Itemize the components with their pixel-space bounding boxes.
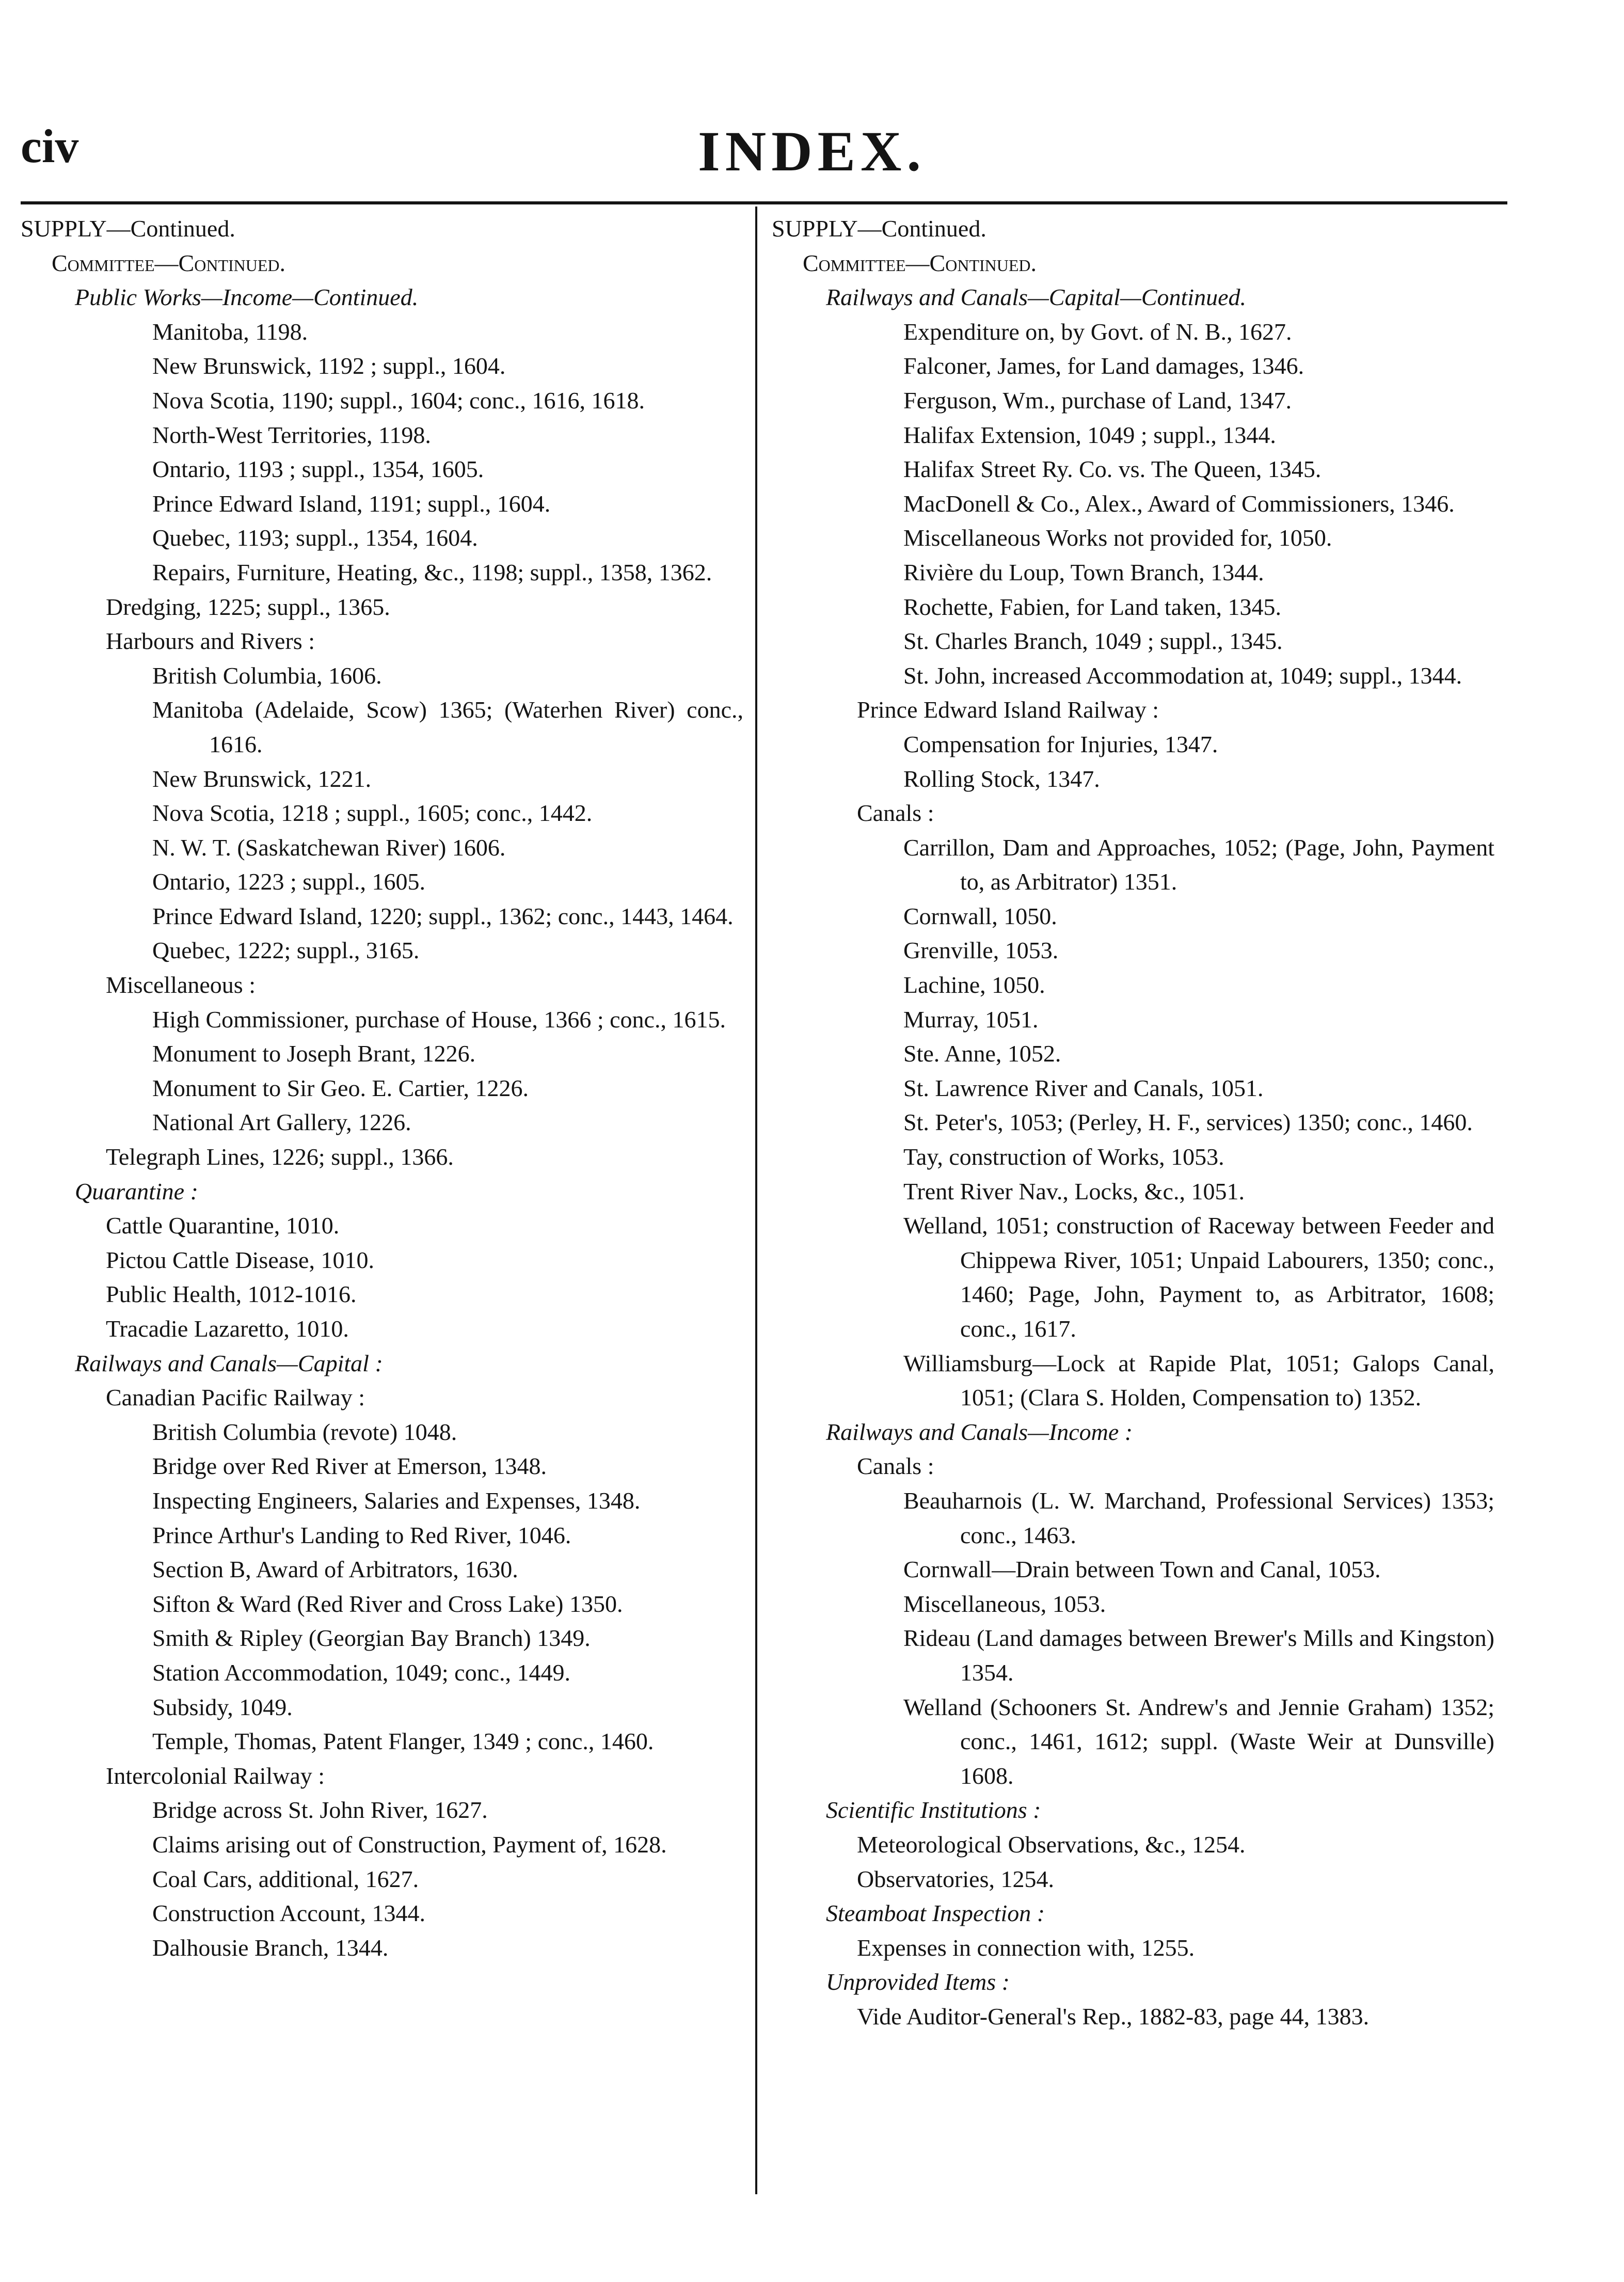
index-entry: N. W. T. (Saskatchewan River) 1606. xyxy=(152,834,506,861)
page-header xyxy=(21,119,1603,186)
index-entry: St. Charles Branch, 1049 ; suppl., 1345. xyxy=(903,628,1283,655)
index-entry: Dredging, 1225; suppl., 1365. xyxy=(106,593,390,620)
index-entry: Sifton & Ward (Red River and Cross Lake) 1350. xyxy=(152,1590,623,1617)
index-entry: New Brunswick, 1192 ; suppl., 1604. xyxy=(152,353,506,379)
header-rule xyxy=(21,201,1507,204)
index-entry: Cornwall, 1050. xyxy=(903,902,1057,929)
index-entry: National Art Gallery, 1226. xyxy=(152,1109,411,1136)
index-entry: Harbours and Rivers : xyxy=(106,628,315,655)
index-entry: Lachine, 1050. xyxy=(903,972,1045,999)
index-entry: Bridge over Red River at Emerson, 1348. xyxy=(152,1453,547,1480)
index-entry: Trent River Nav., Locks, &c., 1051. xyxy=(903,1178,1245,1205)
index-entry: Canadian Pacific Railway : xyxy=(106,1384,365,1411)
index-entry: Rochette, Fabien, for Land taken, 1345. xyxy=(903,593,1281,620)
index-entry: St. Peter's, 1053; (Perley, H. F., services) 1350; conc., 1460. xyxy=(903,1109,1473,1136)
index-entry: Quebec, 1222; suppl., 3165. xyxy=(152,937,420,964)
index-entry: Miscellaneous, 1053. xyxy=(903,1590,1106,1617)
index-entry: Claims arising out of Construction, Payment of, 1628. xyxy=(152,1831,667,1858)
index-entry: St. Lawrence River and Canals, 1051. xyxy=(903,1074,1264,1101)
index-entry: Ontario, 1193 ; suppl., 1354, 1605. xyxy=(152,456,484,483)
index-entry: High Commissioner, purchase of House, 1366 ; conc., 1615. xyxy=(152,1006,726,1033)
index-entry: Halifax Extension, 1049 ; suppl., 1344. xyxy=(903,421,1276,448)
index-entry: Welland (Schooners St. Andrew's and Jennie Graham) 1352; conc., 1461, 1612; suppl. (Waste Weir at Dunsville) 1608. xyxy=(903,1693,1494,1789)
index-column-left xyxy=(21,212,743,1965)
index-entry: Public Works—Income—Continued. xyxy=(75,284,419,311)
index-entry: SUPPLY—Continued. xyxy=(21,215,235,242)
index-entry: Pictou Cattle Disease, 1010. xyxy=(106,1246,374,1273)
index-entry: Rideau (Land damages between Brewer's Mills and Kingston) 1354. xyxy=(903,1625,1494,1686)
index-entry: Committee—Continued. xyxy=(52,249,286,276)
index-entry: Compensation for Injuries, 1347. xyxy=(903,731,1218,757)
index-entry: Rivière du Loup, Town Branch, 1344. xyxy=(903,559,1264,585)
index-entry: Prince Edward Island Railway : xyxy=(857,696,1159,723)
page-title: INDEX. xyxy=(698,120,926,183)
index-entry: Station Accommodation, 1049; conc., 1449. xyxy=(152,1659,571,1686)
column-divider xyxy=(755,207,757,2194)
index-entry: Manitoba, 1198. xyxy=(152,318,308,345)
index-entry: Vide Auditor-General's Rep., 1882-83, page 44, 1383. xyxy=(857,2003,1370,2030)
index-entry: Williamsburg—Lock at Rapide Plat, 1051; Galops Canal, 1051; (Clara S. Holden, Compensation to) 1352. xyxy=(903,1350,1494,1411)
index-entry: Prince Edward Island, 1220; suppl., 1362; conc., 1443, 1464. xyxy=(152,902,734,929)
index-entry: Beauharnois (L. W. Marchand, Professional Services) 1353; conc., 1463. xyxy=(903,1487,1494,1548)
index-entry: Grenville, 1053. xyxy=(903,937,1059,964)
index-entry: Unprovided Items : xyxy=(826,1969,1010,1995)
index-entry: Monument to Joseph Brant, 1226. xyxy=(152,1040,476,1067)
index-entry: Prince Arthur's Landing to Red River, 1046. xyxy=(152,1522,571,1548)
index-entry: Ferguson, Wm., purchase of Land, 1347. xyxy=(903,387,1292,414)
index-entry: Observatories, 1254. xyxy=(857,1865,1054,1892)
index-entry: Ontario, 1223 ; suppl., 1605. xyxy=(152,868,425,895)
index-entry: Dalhousie Branch, 1344. xyxy=(152,1934,389,1961)
index-entry: Nova Scotia, 1218 ; suppl., 1605; conc., 1442. xyxy=(152,800,593,827)
index-entry: Expenditure on, by Govt. of N. B., 1627. xyxy=(903,318,1292,345)
index-entry: Scientific Institutions : xyxy=(826,1797,1041,1824)
index-entry: Tracadie Lazaretto, 1010. xyxy=(106,1316,349,1342)
index-entry: Murray, 1051. xyxy=(903,1006,1039,1033)
index-entry: Subsidy, 1049. xyxy=(152,1693,293,1720)
index-entry: Carrillon, Dam and Approaches, 1052; (Page, John, Payment to, as Arbitrator) 1351. xyxy=(903,834,1494,895)
index-entry: Canals : xyxy=(857,1453,934,1480)
index-entry: Committee—Continued. xyxy=(803,249,1037,276)
index-column-right xyxy=(772,212,1494,2034)
index-entry: Expenses in connection with, 1255. xyxy=(857,1934,1195,1961)
index-entry: North-West Territories, 1198. xyxy=(152,421,431,448)
index-entry: Miscellaneous : xyxy=(106,972,256,999)
index-entry: Intercolonial Railway : xyxy=(106,1762,325,1789)
index-entry: Manitoba (Adelaide, Scow) 1365; (Waterhen River) conc., 1616. xyxy=(152,696,743,757)
index-entry: Monument to Sir Geo. E. Cartier, 1226. xyxy=(152,1074,529,1101)
index-entry: Public Health, 1012-1016. xyxy=(106,1281,357,1308)
index-entry: Meteorological Observations, &c., 1254. xyxy=(857,1831,1246,1858)
index-entry: Tay, construction of Works, 1053. xyxy=(903,1144,1224,1170)
index-entry: Canals : xyxy=(857,800,934,827)
index-entry: Miscellaneous Works not provided for, 1050. xyxy=(903,525,1332,551)
index-entry: Repairs, Furniture, Heating, &c., 1198; suppl., 1358, 1362. xyxy=(152,559,712,585)
index-entry: Bridge across St. John River, 1627. xyxy=(152,1797,488,1824)
index-entry: Quarantine : xyxy=(75,1178,198,1205)
index-entry: Railways and Canals—Capital—Continued. xyxy=(826,284,1247,311)
index-entry: British Columbia (revote) 1048. xyxy=(152,1418,457,1445)
index-entry: Rolling Stock, 1347. xyxy=(903,765,1100,792)
index-entry: Steamboat Inspection : xyxy=(826,1900,1045,1927)
index-entry: Telegraph Lines, 1226; suppl., 1366. xyxy=(106,1144,454,1170)
index-entry: Nova Scotia, 1190; suppl., 1604; conc., 1616, 1618. xyxy=(152,387,645,414)
index-entry: Cattle Quarantine, 1010. xyxy=(106,1212,340,1239)
index-entry: Ste. Anne, 1052. xyxy=(903,1040,1061,1067)
index-entry: Welland, 1051; construction of Raceway between Feeder and Chippewa River, 1051; Unpaid Labourers, 1350; conc., 1460; Page, John, Payment to, as Arbitrator, 1608; conc., 1617. xyxy=(903,1212,1494,1342)
index-entry: Coal Cars, additional, 1627. xyxy=(152,1865,419,1892)
index-entry: Quebec, 1193; suppl., 1354, 1604. xyxy=(152,525,478,551)
index-entry: Falconer, James, for Land damages, 1346. xyxy=(903,353,1304,379)
index-entry: Railways and Canals—Income : xyxy=(826,1418,1133,1445)
page-number: civ xyxy=(21,120,79,172)
index-entry: Smith & Ripley (Georgian Bay Branch) 1349. xyxy=(152,1625,591,1652)
index-entry: British Columbia, 1606. xyxy=(152,662,382,689)
index-entry: New Brunswick, 1221. xyxy=(152,765,372,792)
index-entry: Section B, Award of Arbitrators, 1630. xyxy=(152,1556,518,1583)
index-entry: SUPPLY—Continued. xyxy=(772,215,986,242)
index-entry: MacDonell & Co., Alex., Award of Commissioners, 1346. xyxy=(903,490,1455,517)
index-entry: Railways and Canals—Capital : xyxy=(75,1350,383,1376)
index-entry: Cornwall—Drain between Town and Canal, 1053. xyxy=(903,1556,1381,1583)
index-entry: Construction Account, 1344. xyxy=(152,1900,425,1927)
index-entry: Prince Edward Island, 1191; suppl., 1604. xyxy=(152,490,551,517)
index-entry: St. John, increased Accommodation at, 1049; suppl., 1344. xyxy=(903,662,1462,689)
index-entry: Inspecting Engineers, Salaries and Expenses, 1348. xyxy=(152,1487,641,1514)
index-entry: Halifax Street Ry. Co. vs. The Queen, 1345. xyxy=(903,456,1322,483)
index-entry: Temple, Thomas, Patent Flanger, 1349 ; conc., 1460. xyxy=(152,1728,654,1755)
